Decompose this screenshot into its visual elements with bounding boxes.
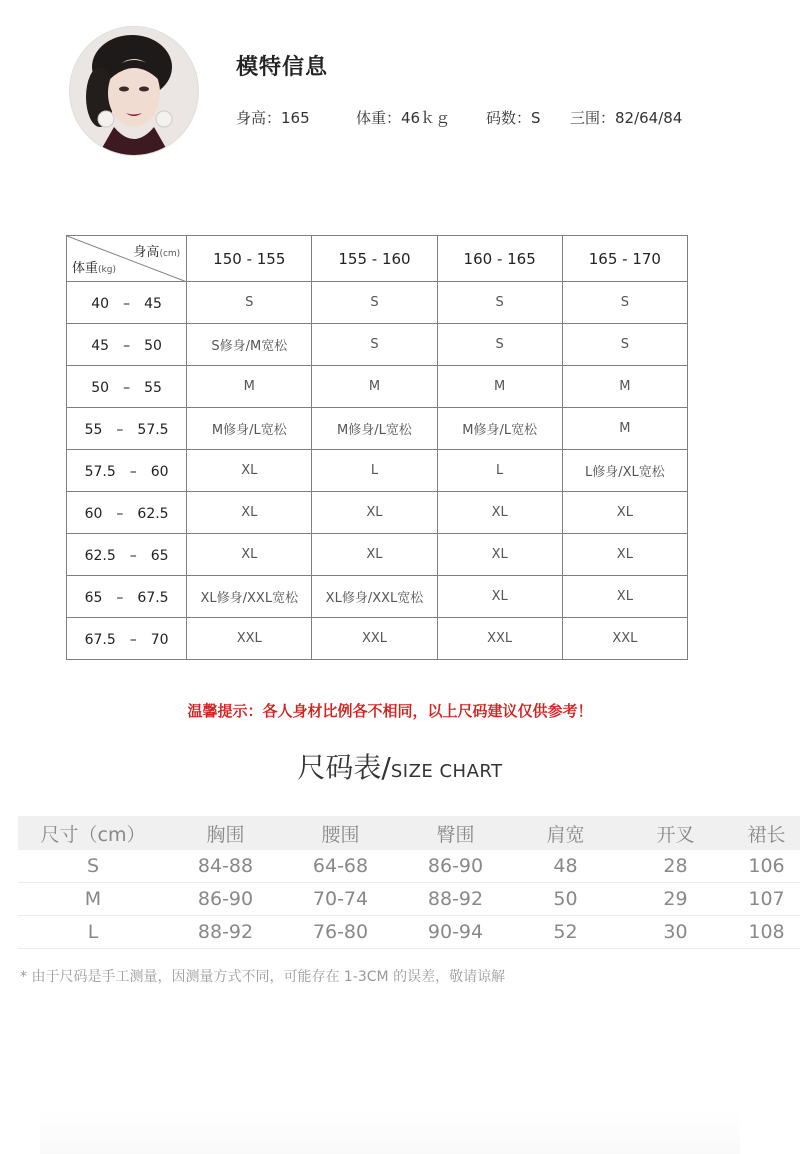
corner-weight-unit: (kg) bbox=[98, 265, 116, 275]
corner-height-unit: (cm) bbox=[159, 249, 181, 259]
size-chart-cell: 86-90 bbox=[427, 855, 484, 877]
size-chart-cell: 88-92 bbox=[427, 888, 484, 910]
size-chart-header-cell: 肩宽 bbox=[546, 823, 585, 846]
size-chart-title bbox=[0, 746, 800, 786]
table-row bbox=[67, 534, 688, 576]
table-corner-cell bbox=[67, 236, 187, 282]
weight-range-cell: 40 – 45 bbox=[67, 282, 187, 324]
size-cell: S bbox=[187, 282, 312, 324]
size-chart-cell: S bbox=[86, 855, 100, 877]
size-cell: XL bbox=[187, 534, 312, 576]
size-cell: XL bbox=[437, 492, 562, 534]
size-chart-cell: 107 bbox=[748, 888, 785, 910]
size-chart-header-cell: 腰围 bbox=[321, 823, 360, 846]
bottom-divider bbox=[40, 1110, 740, 1154]
weight-range-cell: 67.5 – 70 bbox=[67, 618, 187, 660]
height-column-header: 150 - 155 bbox=[187, 236, 312, 282]
model-avatar bbox=[70, 27, 198, 155]
weight-range-cell: 45 – 50 bbox=[67, 324, 187, 366]
size-chart-row bbox=[18, 883, 800, 916]
size-cell: M bbox=[562, 366, 687, 408]
table-row bbox=[67, 492, 688, 534]
size-chart-cell: 28 bbox=[663, 855, 688, 877]
size-chart-cell: 29 bbox=[663, 888, 688, 910]
size-cell: M bbox=[562, 408, 687, 450]
size-chart-cell: 48 bbox=[553, 855, 578, 877]
size-chart-cell: 90-94 bbox=[427, 921, 484, 943]
size-chart-cell: 88-92 bbox=[197, 921, 254, 943]
size-chart-header-row bbox=[18, 816, 800, 850]
size-chart-row bbox=[18, 850, 800, 883]
size-chart-cell: 52 bbox=[553, 921, 578, 943]
weight-range-cell: 65 – 67.5 bbox=[67, 576, 187, 618]
size-cell: L bbox=[312, 450, 437, 492]
size-chart-cell: 106 bbox=[748, 855, 785, 877]
model-info-section bbox=[0, 0, 800, 180]
size-cell: XL bbox=[312, 534, 437, 576]
size-chart-cell: 76-80 bbox=[312, 921, 369, 943]
model-info-title: 模特信息 bbox=[236, 55, 329, 80]
size-chart-cell: 50 bbox=[553, 888, 578, 910]
size-cell: XL bbox=[187, 450, 312, 492]
size-cell: S bbox=[562, 324, 687, 366]
size-cell: S bbox=[437, 282, 562, 324]
size-cell: S修身/M宽松 bbox=[187, 324, 312, 366]
size-cell: XL修身/XXL宽松 bbox=[187, 576, 312, 618]
size-chart-cell: 84-88 bbox=[197, 855, 254, 877]
model-stats bbox=[236, 107, 682, 128]
size-cell: XL bbox=[562, 576, 687, 618]
weight-range-cell: 60 – 62.5 bbox=[67, 492, 187, 534]
size-cell: XL bbox=[562, 534, 687, 576]
size-cell: S bbox=[562, 282, 687, 324]
size-cell: XL bbox=[562, 492, 687, 534]
size-chart-title-en: SIZE CHART bbox=[390, 761, 503, 782]
size-chart-row bbox=[18, 916, 800, 949]
size-cell: S bbox=[312, 324, 437, 366]
size-chart-header-cell: 臀围 bbox=[436, 823, 475, 846]
model-size: 码数：S bbox=[486, 109, 541, 127]
table-row bbox=[67, 576, 688, 618]
measurement-note: * 由于尺码是手工测量，因测量方式不同，可能存在 1-3CM 的误差，敬请谅解 bbox=[20, 969, 506, 985]
size-chart-cell: 64-68 bbox=[312, 855, 369, 877]
model-height: 身高：165 bbox=[236, 109, 310, 127]
corner-weight-label: 体重 bbox=[72, 261, 99, 276]
size-chart-cell: M bbox=[84, 888, 102, 910]
size-cell: L bbox=[437, 450, 562, 492]
size-cell: XL bbox=[187, 492, 312, 534]
size-cell: XL bbox=[437, 534, 562, 576]
size-cell: M bbox=[437, 366, 562, 408]
corner-height-label: 身高 bbox=[133, 245, 160, 260]
size-chart-header-cell: 尺寸（cm） bbox=[40, 823, 146, 846]
size-cell: M修身/L宽松 bbox=[437, 408, 562, 450]
size-chart-cell: L bbox=[87, 921, 99, 943]
weight-range-cell: 62.5 – 65 bbox=[67, 534, 187, 576]
height-column-header: 165 - 170 bbox=[562, 236, 687, 282]
size-cell: L修身/XL宽松 bbox=[562, 450, 687, 492]
size-chart-cell: 30 bbox=[663, 921, 688, 943]
table-header-row bbox=[67, 236, 688, 282]
size-cell: XL bbox=[312, 492, 437, 534]
size-cell: XXL bbox=[562, 618, 687, 660]
size-cell: M bbox=[312, 366, 437, 408]
size-cell: XXL bbox=[312, 618, 437, 660]
weight-range-cell: 57.5 – 60 bbox=[67, 450, 187, 492]
size-chart-cell: 70-74 bbox=[312, 888, 369, 910]
table-row bbox=[67, 618, 688, 660]
size-chart-header-cell: 开叉 bbox=[656, 823, 695, 846]
weight-range-cell: 55 – 57.5 bbox=[67, 408, 187, 450]
size-cell: XL bbox=[437, 576, 562, 618]
size-advice-tip: 温馨提示：各人身材比例各不相同，以上尺码建议仅供参考！ bbox=[187, 702, 593, 720]
size-chart-header-cell: 胸围 bbox=[206, 823, 245, 846]
table-row bbox=[67, 366, 688, 408]
size-chart-table bbox=[18, 816, 800, 949]
size-chart-title-cn: 尺码表/ bbox=[297, 751, 391, 784]
table-row bbox=[67, 450, 688, 492]
size-chart-cell: 86-90 bbox=[197, 888, 254, 910]
model-portrait-image bbox=[70, 27, 198, 155]
size-cell: XXL bbox=[187, 618, 312, 660]
size-chart-cell: 108 bbox=[748, 921, 785, 943]
size-cell: S bbox=[312, 282, 437, 324]
weight-range-cell: 50 – 55 bbox=[67, 366, 187, 408]
model-weight: 体重：46ｋｇ bbox=[356, 109, 451, 127]
height-column-header: 160 - 165 bbox=[437, 236, 562, 282]
table-row bbox=[67, 282, 688, 324]
size-cell: S bbox=[437, 324, 562, 366]
size-cell: M修身/L宽松 bbox=[187, 408, 312, 450]
height-column-header: 155 - 160 bbox=[312, 236, 437, 282]
table-row bbox=[67, 324, 688, 366]
size-chart-header-cell: 裙长 bbox=[747, 823, 786, 846]
size-cell: M修身/L宽松 bbox=[312, 408, 437, 450]
size-recommendation-table bbox=[66, 235, 688, 660]
table-row bbox=[67, 408, 688, 450]
size-cell: M bbox=[187, 366, 312, 408]
size-cell: XXL bbox=[437, 618, 562, 660]
model-measurements: 三围：82/64/84 bbox=[570, 109, 683, 127]
size-cell: XL修身/XXL宽松 bbox=[312, 576, 437, 618]
